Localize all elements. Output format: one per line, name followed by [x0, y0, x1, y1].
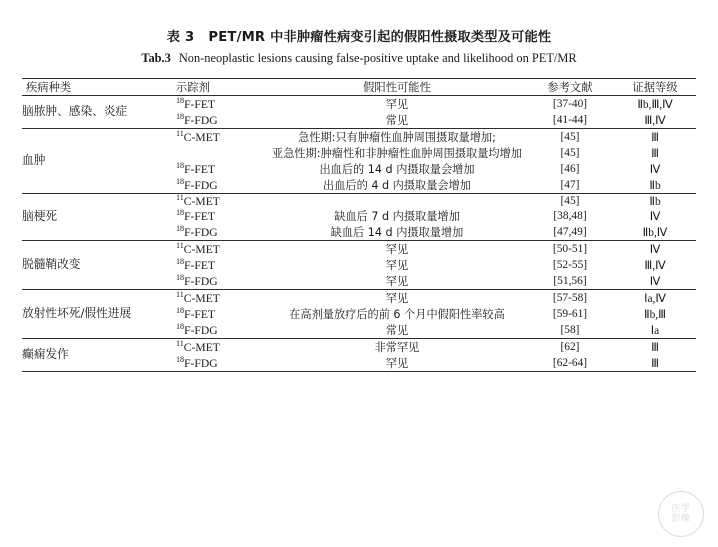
likelihood-description: 出血后的 14 d 内摄取量会增加 — [319, 163, 475, 176]
reference-citation: [59-61] — [552, 308, 588, 320]
tracer-name: $^{18}$F-FET — [176, 160, 216, 176]
header-ref: 参考文献 — [547, 82, 593, 94]
table-title-cn — [22, 26, 696, 45]
reference-citation: [50-51] — [552, 243, 588, 255]
disease-name: 放射性坏死/假性进展 — [22, 306, 132, 321]
table-header-row — [22, 79, 696, 96]
tracer-name — [176, 145, 268, 161]
evidence-level: Ⅲ — [651, 358, 659, 370]
watermark-line-2: 影像 — [671, 514, 691, 524]
reference-citation: [37-40] — [552, 98, 588, 110]
reference-citation: [45] — [560, 195, 580, 207]
reference-citation: [45] — [560, 131, 580, 143]
likelihood-description: 罕见 — [385, 243, 409, 256]
evidence-level: Ⅳ — [649, 211, 661, 223]
likelihood-description: 在高剂量放疗后的前 6 个月中假阳性率较高 — [289, 308, 505, 321]
reference-citation: [51,56] — [553, 275, 587, 287]
header-level: 证据等级 — [632, 82, 678, 94]
likelihood-description: 急性期:只有肿瘤性血肿周围摄取量增加; — [298, 131, 496, 144]
evidence-level: Ⅲ — [651, 342, 659, 354]
likelihood-description: 缺血后 14 d 内摄取量增加 — [330, 226, 464, 239]
tracer-name: $^{18}$F-FDG — [176, 111, 218, 127]
reference-citation: [47] — [560, 179, 580, 191]
likelihood-description: 罕见 — [385, 98, 409, 111]
likelihood-description: 缺血后 7 d 内摄取量增加 — [334, 210, 460, 223]
table-rule — [22, 372, 696, 373]
likelihood-description: 出血后的 4 d 内摄取量会增加 — [323, 179, 471, 192]
reference-citation: [58] — [560, 324, 580, 336]
header-desc: 假阳性可能性 — [363, 82, 431, 94]
evidence-level: Ⅰa — [650, 325, 660, 337]
likelihood-description: 罕见 — [385, 275, 409, 288]
likelihood-description: 罕见 — [385, 357, 409, 370]
tracer-name: $^{11}$C-MET — [176, 192, 220, 208]
reference-citation: [45] — [560, 147, 580, 159]
evidence-level: Ⅱb,Ⅲ,Ⅳ — [637, 99, 673, 111]
table-row — [22, 339, 696, 355]
disease-name: 血肿 — [22, 153, 46, 168]
reference-citation: [46] — [560, 163, 580, 175]
evidence-level: Ⅱb — [649, 196, 661, 208]
likelihood-description: 罕见 — [385, 292, 409, 305]
reference-citation: [41-44] — [552, 114, 588, 126]
tracer-name: $^{18}$F-FET — [176, 305, 216, 321]
evidence-level: Ⅲ,Ⅳ — [644, 115, 666, 127]
tracer-name: $^{18}$F-FDG — [176, 321, 218, 337]
watermark-line-1: 医学 — [671, 503, 691, 514]
tracer-name: $^{18}$F-FDG — [176, 272, 218, 288]
evidence-level: Ⅳ — [649, 244, 661, 256]
likelihood-description — [268, 194, 526, 208]
likelihood-description: 常见 — [385, 114, 409, 127]
table-row — [22, 96, 696, 112]
evidence-level: Ⅳ — [649, 276, 661, 288]
tracer-name: $^{18}$F-FET — [176, 95, 216, 111]
table-row — [22, 129, 696, 145]
tracer-name: $^{18}$F-FDG — [176, 354, 218, 370]
disease-name: 癫痫发作 — [22, 347, 69, 362]
likelihood-description: 亚急性期:肿瘤性和非肿瘤性血肿周围摄取量均增加 — [272, 147, 522, 160]
evidence-level: Ⅲ — [651, 132, 659, 144]
tracer-name: $^{11}$C-MET — [176, 240, 220, 256]
header-tracer: 示踪剂 — [176, 82, 210, 94]
evidence-level: Ⅱb,Ⅲ — [643, 309, 666, 321]
disease-name: 脑脓肿、感染、炎症 — [22, 104, 128, 119]
tracer-name: $^{18}$F-FET — [176, 256, 216, 272]
table-rule-cell — [22, 372, 696, 373]
reference-citation: [47,49] — [553, 226, 587, 238]
table-row — [22, 290, 696, 306]
tracer-name: $^{18}$F-FET — [176, 207, 216, 223]
evidence-level: Ⅱb — [649, 180, 661, 192]
false-positive-uptake-table — [22, 78, 696, 372]
table-number-cn: 表 3 — [166, 30, 195, 45]
tracer-name: $^{11}$C-MET — [176, 338, 220, 354]
tracer-name: $^{11}$C-MET — [176, 289, 220, 305]
evidence-level: Ⅱb,Ⅳ — [642, 227, 668, 239]
disease-name: 脱髓鞘改变 — [22, 257, 81, 272]
tracer-name: $^{18}$F-FDG — [176, 176, 218, 192]
table-row — [22, 241, 696, 257]
likelihood-description: 常见 — [385, 324, 409, 337]
disease-name: 脑梗死 — [22, 209, 58, 224]
table-title-en-text: Non-neoplastic lesions causing false-positive uptake and likelihood on PET/MR — [178, 51, 577, 65]
reference-citation: [62] — [560, 341, 580, 353]
reference-citation: [38,48] — [553, 210, 587, 222]
header-disease: 疾病种类 — [26, 82, 72, 94]
evidence-level: Ⅰa,Ⅳ — [644, 293, 666, 305]
reference-citation: [52-55] — [552, 259, 588, 271]
reference-citation: [62-64] — [552, 357, 588, 369]
evidence-level: Ⅲ — [651, 148, 659, 160]
tracer-name: $^{18}$F-FDG — [176, 223, 218, 239]
table-number-en: Tab.3 — [141, 51, 171, 65]
reference-citation: [57-58] — [552, 292, 588, 304]
table-title-cn-text: PET/MR 中非肿瘤性病变引起的假阳性摄取类型及可能性 — [208, 30, 552, 45]
likelihood-description: 非常罕见 — [374, 341, 420, 354]
likelihood-description: 罕见 — [385, 259, 409, 272]
evidence-level: Ⅳ — [649, 164, 661, 176]
table-title-en — [22, 51, 696, 66]
evidence-level: Ⅲ,Ⅳ — [644, 260, 666, 272]
watermark-badge — [658, 491, 704, 537]
tracer-name: $^{11}$C-MET — [176, 128, 220, 144]
table-row — [22, 194, 696, 208]
